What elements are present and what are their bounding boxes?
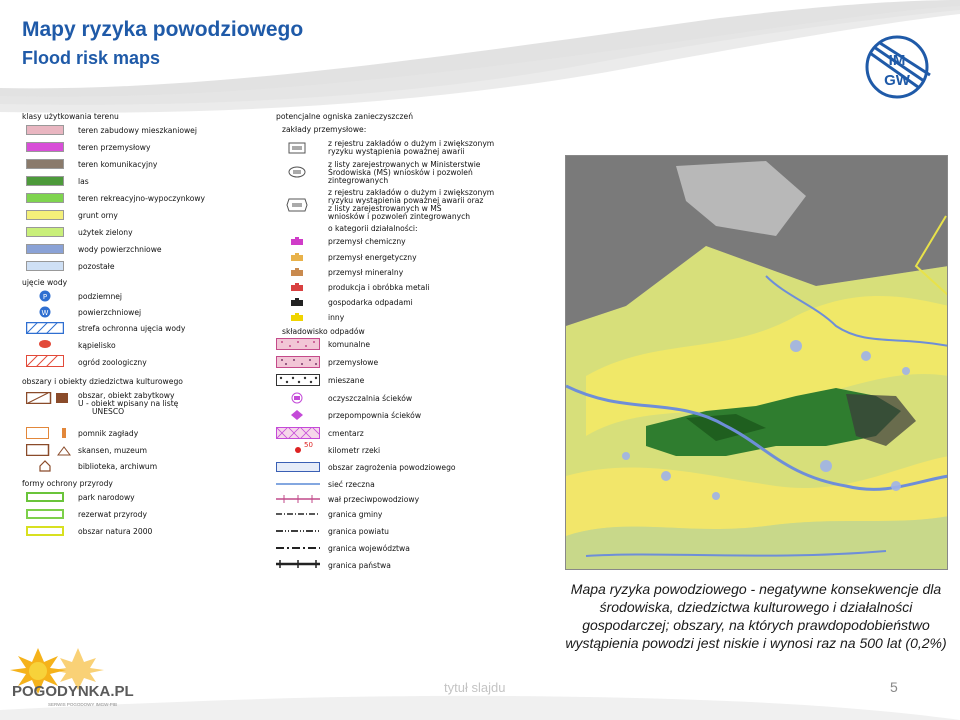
plant-both-icon bbox=[286, 198, 308, 212]
protection-zone-icon bbox=[26, 322, 64, 334]
mineral-industry-icon bbox=[290, 267, 304, 277]
legend-item: granica gminy bbox=[328, 510, 383, 519]
plant-register-icon bbox=[288, 142, 306, 154]
logo-text: POGODYNKA.PL bbox=[12, 683, 134, 700]
groundwater-intake-icon bbox=[38, 290, 52, 302]
legend-item: skansen, muzeum bbox=[78, 446, 148, 455]
swatch-flood-area bbox=[276, 462, 320, 472]
county-border-line bbox=[276, 528, 320, 534]
swatch-recreation bbox=[26, 193, 64, 203]
legend-item: UNESCO bbox=[92, 407, 125, 416]
legend-item: sieć rzeczna bbox=[328, 480, 375, 489]
svg-text:GW: GW bbox=[884, 72, 910, 89]
river-km-marker: 50 bbox=[304, 441, 313, 449]
legend-heading-water-intake: ujęcie wody bbox=[22, 278, 68, 287]
legend-item: park narodowy bbox=[78, 493, 135, 502]
legend-heading-pollution: potencjalne ogniska zanieczyszczeń bbox=[276, 112, 414, 121]
legend-heading-category: o kategorii działalności: bbox=[328, 224, 418, 233]
legend-item: użytek zielony bbox=[78, 228, 133, 237]
municipal-border-line bbox=[276, 511, 320, 517]
legend-item: z rejestru zakładów o dużym i zwiększonym bbox=[328, 139, 495, 148]
legend-item: teren rekreacyjno-wypoczynkowy bbox=[78, 194, 206, 203]
other-industry-icon bbox=[290, 312, 304, 322]
legend-item: grunt orny bbox=[78, 211, 118, 220]
imgw-logo bbox=[852, 35, 942, 99]
legend-item: produkcja i obróbka metali bbox=[328, 283, 430, 292]
legend-item: granica powiatu bbox=[328, 527, 389, 536]
library-icon bbox=[38, 460, 52, 472]
legend-item: Środowiska (MŚ) wniosków i pozwoleń bbox=[328, 168, 473, 177]
logo-subtext: SERWIS POGODOWY IMGW-PIB bbox=[48, 702, 118, 707]
legend-item: powierzchniowej bbox=[78, 308, 142, 317]
legend-item: zintegrowanych bbox=[328, 176, 389, 185]
river-network-line bbox=[276, 481, 320, 487]
surface-intake-icon bbox=[38, 306, 52, 318]
legend-item: ryzyku wystąpienia poważnej awarii bbox=[328, 147, 465, 156]
legend-item: oczyszczalnia ścieków bbox=[328, 394, 413, 403]
legend-item: granica województwa bbox=[328, 544, 410, 553]
waste-management-icon bbox=[290, 297, 304, 307]
legend-heading-land-use: klasy użytkowania terenu bbox=[22, 112, 119, 121]
legend-heading-nature: formy ochrony przyrody bbox=[22, 479, 113, 488]
swatch-arable bbox=[26, 210, 64, 220]
swatch-forest bbox=[26, 176, 64, 186]
memorial-icon bbox=[26, 427, 72, 439]
swatch-industrial bbox=[26, 142, 64, 152]
legend-item: teren zabudowy mieszkaniowej bbox=[78, 126, 197, 135]
legend-item: wał przeciwpowodziowy bbox=[328, 495, 420, 504]
mixed-landfill-icon bbox=[276, 374, 320, 386]
flood-risk-map bbox=[565, 155, 948, 570]
legend-item: U - obiekt wpisany na listę bbox=[78, 399, 179, 408]
cemetery-icon bbox=[276, 427, 320, 439]
swatch-reserve bbox=[26, 509, 64, 519]
metal-industry-icon bbox=[290, 282, 304, 292]
legend-item: z listy zarejestrowanych w MŚ bbox=[328, 204, 442, 213]
energy-industry-icon bbox=[290, 252, 304, 262]
legend-item: przemysłowe bbox=[328, 358, 379, 367]
svg-text:W: W bbox=[41, 309, 49, 317]
legend-item: obszar, obiekt zabytkowy bbox=[78, 391, 175, 400]
bathing-area-icon bbox=[38, 339, 52, 349]
legend-heading-heritage: obszary i obiekty dziedzictwa kulturowego bbox=[22, 377, 183, 386]
legend-item: przepompownia ścieków bbox=[328, 411, 422, 420]
legend-item: wniosków i pozwoleń zintegrowanych bbox=[328, 212, 471, 221]
legend-item: inny bbox=[328, 313, 345, 322]
state-border-line bbox=[276, 559, 320, 569]
legend-item: pomnik zagłady bbox=[78, 429, 139, 438]
voivodeship-border-line bbox=[276, 545, 320, 551]
zoo-icon bbox=[26, 355, 64, 367]
museum-icon bbox=[26, 444, 72, 456]
swatch-other bbox=[26, 261, 64, 271]
legend-item: podziemnej bbox=[78, 292, 123, 301]
svg-text:IM: IM bbox=[888, 52, 906, 69]
sewage-pump-icon bbox=[290, 409, 304, 421]
legend-item: granica państwa bbox=[328, 561, 391, 570]
plant-list-icon bbox=[288, 166, 306, 178]
legend-item: pozostałe bbox=[78, 262, 115, 271]
legend-item: obszar zagrożenia powodziowego bbox=[328, 463, 456, 472]
legend-item: cmentarz bbox=[328, 429, 364, 438]
map-caption: Mapa ryzyka powodziowego - negatywne konsekwencje dla środowiska, dziedzictwa kulturowego i działalności gospodarczej; obszary, na których prawdopodobieństwo wystąpienia powodzi jest niskie i wynosi raz na 500 lat (0,2%) bbox=[565, 581, 947, 651]
heritage-site-icon bbox=[26, 392, 72, 404]
swatch-grassland bbox=[26, 227, 64, 237]
levee-line bbox=[276, 494, 320, 504]
page-subtitle: Flood risk maps bbox=[22, 48, 161, 68]
legend-item: ogród zoologiczny bbox=[78, 358, 147, 367]
legend-item: teren komunikacyjny bbox=[78, 160, 158, 169]
slide-title-placeholder: tytuł slajdu bbox=[444, 680, 506, 695]
legend-item: obszar natura 2000 bbox=[78, 527, 153, 536]
legend-item: kąpielisko bbox=[78, 341, 116, 350]
map-legend bbox=[22, 112, 552, 572]
legend-item: rezerwat przyrody bbox=[78, 510, 147, 519]
swatch-residential bbox=[26, 125, 64, 135]
municipal-landfill-icon bbox=[276, 338, 320, 350]
svg-text:P: P bbox=[42, 293, 48, 301]
swatch-natura2000 bbox=[26, 526, 64, 536]
legend-item: teren przemysłowy bbox=[78, 143, 151, 152]
legend-item: przemysł chemiczny bbox=[328, 237, 406, 246]
legend-item: biblioteka, archiwum bbox=[78, 462, 158, 471]
swatch-national-park bbox=[26, 492, 64, 502]
legend-item: mieszane bbox=[328, 376, 365, 385]
sewage-plant-icon bbox=[290, 392, 304, 404]
legend-heading-landfill: składowisko odpadów bbox=[282, 327, 365, 336]
legend-heading-plants: zakłady przemysłowe: bbox=[282, 125, 367, 134]
swatch-transport bbox=[26, 159, 64, 169]
legend-item: z rejestru zakładów o dużym i zwiększonym bbox=[328, 188, 495, 197]
legend-item: z listy zarejestrowanych w Ministerstwie bbox=[328, 160, 481, 169]
legend-item: wody powierzchniowe bbox=[78, 245, 162, 254]
legend-item: las bbox=[78, 177, 89, 186]
legend-item: ryzyku wystąpienia poważnej awarii oraz bbox=[328, 196, 484, 205]
page-number: 5 bbox=[890, 679, 898, 695]
chemical-industry-icon bbox=[290, 236, 304, 246]
legend-item: kilometr rzeki bbox=[328, 446, 381, 455]
swatch-surface-water bbox=[26, 244, 64, 254]
legend-item: przemysł mineralny bbox=[328, 268, 404, 277]
page-title: Mapy ryzyka powodziowego bbox=[22, 18, 304, 41]
industrial-landfill-icon bbox=[276, 356, 320, 368]
legend-item: przemysł energetyczny bbox=[328, 253, 417, 262]
legend-item: strefa ochronna ujęcia wody bbox=[78, 324, 186, 333]
pogodynka-logo bbox=[8, 640, 168, 710]
river-km-icon bbox=[284, 440, 318, 454]
legend-item: gospodarka odpadami bbox=[328, 298, 413, 307]
legend-item: komunalne bbox=[328, 340, 371, 349]
